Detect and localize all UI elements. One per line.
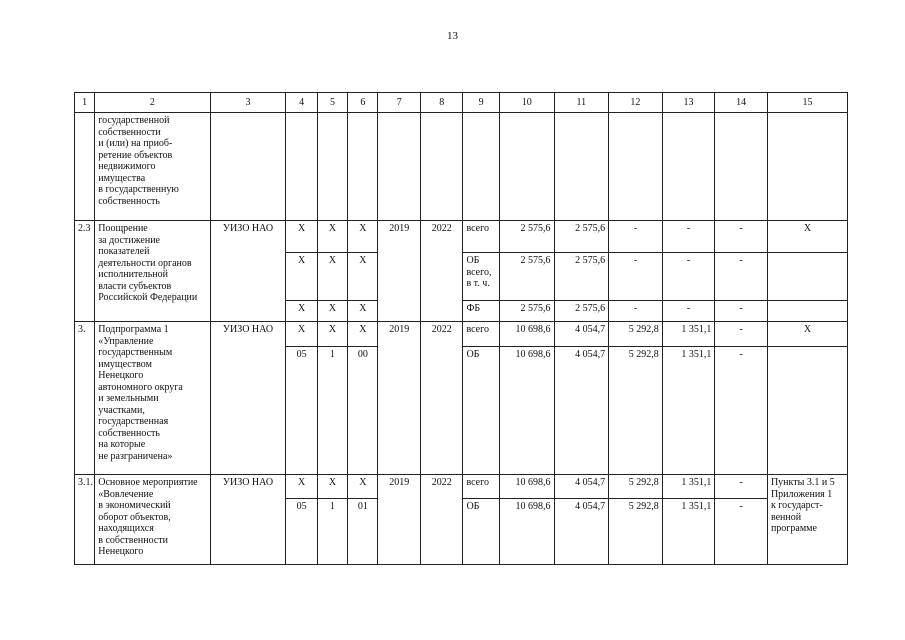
source-cell: всего	[463, 322, 499, 347]
end-year: 2022	[420, 221, 462, 322]
notes-cell: Х	[767, 221, 847, 253]
header-cell: 11	[554, 93, 609, 113]
source-cell: всего	[463, 221, 499, 253]
table-row: 05 1 01 ОБ 10 698,6 4 054,7 5 292,8 1 351,1 -	[75, 499, 848, 565]
page-number: 13	[447, 30, 458, 42]
header-cell: 4	[286, 93, 317, 113]
description-cell: Поощрение за достижение показателей деятельности органов исполнительной власти субъектов Российской Федерации	[95, 221, 210, 322]
source-cell: ОБ	[463, 347, 499, 475]
table-row: Х Х Х ФБ 2 575,6 2 575,6 - - -	[75, 301, 848, 322]
end-year: 2022	[420, 322, 462, 475]
source-cell: ФБ	[463, 301, 499, 322]
header-cell: 6	[348, 93, 378, 113]
source-cell: ОБ	[463, 499, 499, 565]
header-cell: 15	[767, 93, 847, 113]
row-number: 3.	[75, 322, 95, 475]
table-row: Х Х Х ОБ всего, в т. ч. 2 575,6 2 575,6 - - -	[75, 253, 848, 301]
program-table	[74, 92, 848, 565]
notes-cell: Х	[767, 322, 847, 347]
header-cell: 5	[317, 93, 347, 113]
end-year: 2022	[420, 475, 462, 565]
start-year: 2019	[378, 475, 420, 565]
header-cell: 10	[499, 93, 554, 113]
table-row: 3.1. Основное мероприятие «Вовлечение в экономический оборот объектов, находящихся в собственности Ненецкого УИЗО НАО Х Х Х 2019 2022 всего 10 698,6 4 054,7 5 292,8 1 351,1 - Пункты 3.1 и 5 Приложения 1 к государст- венной программе	[75, 475, 848, 499]
start-year: 2019	[378, 221, 420, 322]
executor-cell: УИЗО НАО	[210, 322, 286, 475]
header-cell: 14	[715, 93, 768, 113]
executor-cell: УИЗО НАО	[210, 475, 286, 565]
start-year: 2019	[378, 322, 420, 475]
header-row	[75, 93, 848, 113]
table-row: 3. Подпрограмма 1 «Управление государственным имуществом Ненецкого автономного округа и земельными участками, государственная собственность на которые не разграничена» УИЗО НАО Х Х Х 2019 2022 всего 10 698,6 4 054,7 5 292,8 1 351,1 - Х	[75, 322, 848, 347]
table-row	[75, 113, 848, 221]
header-cell: 8	[420, 93, 462, 113]
header-cell: 3	[210, 93, 286, 113]
description-cell: государственной собственности и (или) на приоб- ретение объектов недвижимого имущества в государственную собственность	[95, 113, 210, 221]
header-cell: 2	[95, 93, 210, 113]
table-row: 2.3 Поощрение за достижение показателей деятельности органов исполнительной власти субъектов Российской Федерации УИЗО НАО Х Х Х 2019 2022 всего 2 575,6 2 575,6 - - - Х	[75, 221, 848, 253]
header-cell: 13	[662, 93, 715, 113]
source-cell: ОБ всего, в т. ч.	[463, 253, 499, 301]
table-row: 05 1 00 ОБ 10 698,6 4 054,7 5 292,8 1 351,1 -	[75, 347, 848, 475]
executor-cell: УИЗО НАО	[210, 221, 286, 322]
header-cell: 9	[463, 93, 499, 113]
row-number: 2.3	[75, 221, 95, 322]
source-cell: всего	[463, 475, 499, 499]
header-cell: 12	[609, 93, 663, 113]
notes-cell: Пункты 3.1 и 5 Приложения 1 к государст- венной программе	[767, 475, 847, 565]
header-cell: 1	[75, 93, 95, 113]
description-cell: Подпрограмма 1 «Управление государственным имуществом Ненецкого автономного округа и земельными участками, государственная собственность на которые не разграничена»	[95, 322, 210, 475]
description-cell: Основное мероприятие «Вовлечение в экономический оборот объектов, находящихся в собственности Ненецкого	[95, 475, 210, 565]
header-cell: 7	[378, 93, 420, 113]
row-number: 3.1.	[75, 475, 95, 565]
